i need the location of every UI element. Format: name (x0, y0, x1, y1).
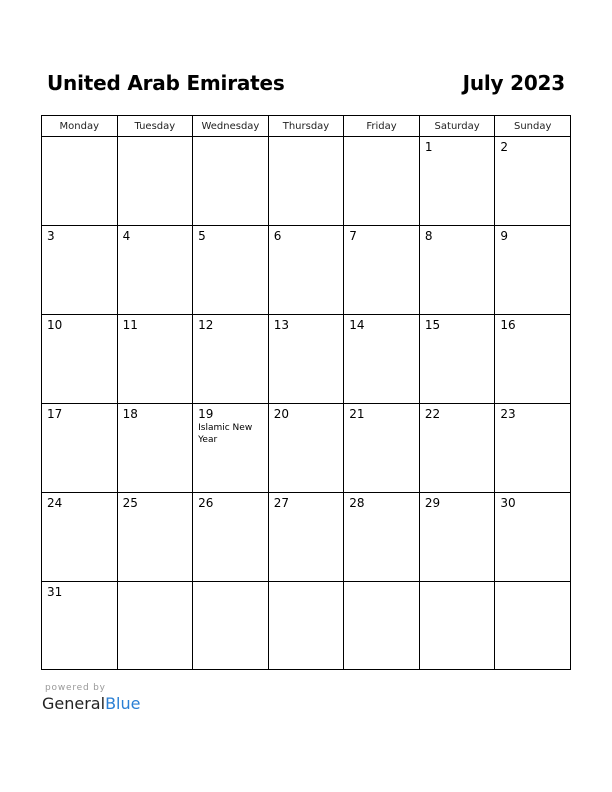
day-number: 23 (500, 407, 516, 421)
day-cell (344, 315, 420, 404)
day-cell (268, 404, 344, 493)
weekday-monday: Monday (42, 116, 118, 137)
week-row (42, 582, 571, 670)
day-number: 31 (47, 585, 63, 599)
day-cell (268, 493, 344, 582)
day-cell (419, 493, 495, 582)
day-number: 19 (198, 407, 214, 421)
day-number: 12 (198, 318, 214, 332)
week-row (42, 404, 571, 493)
week-row (42, 137, 571, 226)
day-cell (193, 582, 269, 670)
day-cell (268, 226, 344, 315)
generalblue-logo[interactable] (42, 694, 140, 713)
day-number: 16 (500, 318, 516, 332)
day-cell (117, 137, 193, 226)
day-cell (117, 493, 193, 582)
day-cell (344, 493, 420, 582)
day-number: 21 (349, 407, 365, 421)
day-number: 26 (198, 496, 214, 510)
day-number: 13 (273, 318, 289, 332)
day-cell (117, 226, 193, 315)
logo-blue-text: Blue (105, 694, 141, 713)
day-number: 29 (424, 496, 441, 510)
day-cell (117, 404, 193, 493)
day-number: 30 (500, 496, 516, 510)
day-cell (495, 315, 571, 404)
day-number: 14 (349, 318, 365, 332)
day-cell (268, 582, 344, 670)
month-title: July 2023 (462, 71, 565, 95)
day-cell (419, 226, 495, 315)
day-cell (419, 315, 495, 404)
day-number: 11 (122, 318, 138, 332)
week-row (42, 226, 571, 315)
day-cell-holiday (193, 404, 269, 493)
day-cell (42, 226, 118, 315)
day-cell (495, 404, 571, 493)
day-number: 6 (273, 229, 282, 243)
day-cell (344, 404, 420, 493)
day-cell (495, 137, 571, 226)
logo-general-text: General (42, 694, 106, 713)
day-cell (42, 404, 118, 493)
day-cell (42, 582, 118, 670)
day-cell (42, 137, 118, 226)
day-number: 10 (47, 318, 63, 332)
weekday-tuesday: Tuesday (117, 116, 193, 137)
weekday-saturday: Saturday (419, 116, 495, 137)
calendar-grid (41, 115, 571, 670)
day-cell (117, 582, 193, 670)
day-number: 8 (424, 229, 433, 243)
holiday-label: Islamic New Year (198, 423, 253, 445)
weekday-friday: Friday (344, 116, 420, 137)
day-number: 4 (122, 229, 131, 243)
day-cell (495, 226, 571, 315)
day-number: 7 (349, 229, 357, 243)
day-cell (42, 493, 118, 582)
country-title: United Arab Emirates (47, 71, 285, 95)
week-row (42, 315, 571, 404)
day-cell (193, 226, 269, 315)
day-number: 9 (500, 229, 509, 243)
day-number: 2 (500, 140, 509, 154)
day-number: 25 (122, 496, 138, 510)
day-cell (344, 582, 420, 670)
day-cell (495, 493, 571, 582)
day-number: 18 (122, 407, 138, 421)
day-number: 1 (424, 140, 433, 154)
weekday-sunday: Sunday (495, 116, 571, 137)
day-number: 3 (47, 229, 55, 243)
day-number: 15 (424, 318, 441, 332)
day-cell (344, 226, 420, 315)
day-cell (117, 315, 193, 404)
day-cell (268, 137, 344, 226)
day-cell (193, 137, 269, 226)
day-number: 28 (349, 496, 365, 510)
day-cell (268, 315, 344, 404)
day-cell (419, 582, 495, 670)
day-cell (419, 137, 495, 226)
weekday-thursday: Thursday (268, 116, 344, 137)
week-row (42, 493, 571, 582)
day-number: 20 (273, 407, 289, 421)
day-number: 22 (424, 407, 441, 421)
day-number: 17 (47, 407, 63, 421)
day-number: 27 (273, 496, 289, 510)
day-number: 24 (47, 496, 63, 510)
weekday-wednesday: Wednesday (193, 116, 269, 137)
day-cell (193, 493, 269, 582)
day-number: 5 (198, 229, 206, 243)
weekday-header-row (42, 116, 571, 137)
day-cell (495, 582, 571, 670)
day-cell (42, 315, 118, 404)
powered-by-text: powered by (45, 683, 106, 693)
day-cell (419, 404, 495, 493)
day-cell (193, 315, 269, 404)
day-cell (344, 137, 420, 226)
